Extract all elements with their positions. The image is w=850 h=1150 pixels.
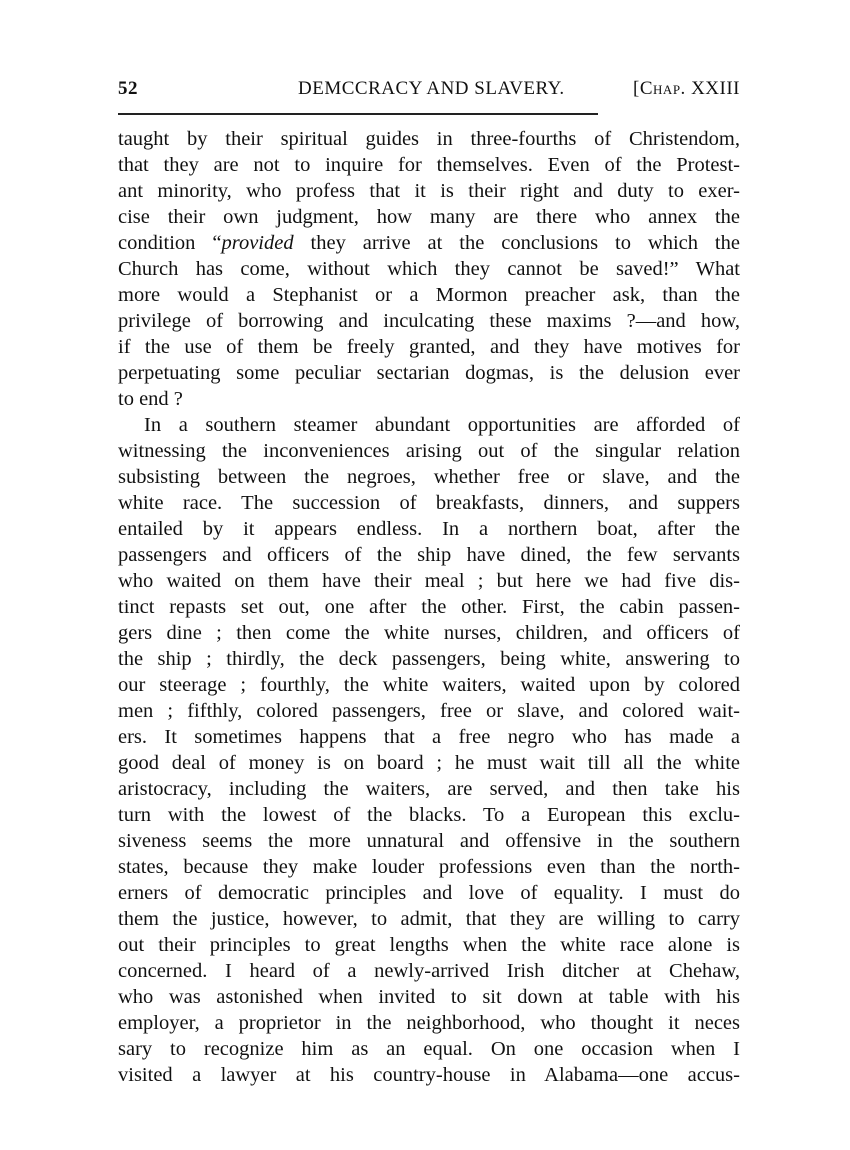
text-segment: condition “ — [118, 232, 222, 254]
text-line: who waited on them have their meal ; but here we had five dis- — [118, 570, 740, 592]
text-line: cise their own judgment, how many are there who annex the — [118, 206, 740, 228]
text-line: concerned. I heard of a newly-arrived Irish ditcher at Chehaw, — [118, 960, 740, 982]
running-header — [118, 78, 740, 108]
text-line: employer, a proprietor in the neighborhood, who thought it neces — [118, 1012, 740, 1034]
text-line: who was astonished when invited to sit down at table with his — [118, 986, 740, 1008]
text-line: entailed by it appears endless. In a northern boat, after the — [118, 518, 740, 540]
text-line: privilege of borrowing and inculcating these maxims ?—and how, — [118, 310, 740, 332]
chapter-reference — [633, 78, 740, 100]
text-line: witnessing the inconveniences arising out of the singular relation — [118, 440, 740, 462]
text-segment: they arrive at the conclusions to which the — [293, 232, 740, 254]
text-line: men ; fifthly, colored passengers, free or slave, and colored wait- — [118, 700, 740, 722]
text-line: passengers and officers of the ship have dined, the few servants — [118, 544, 740, 566]
chapter-prefix: [C — [633, 78, 654, 99]
text-line: ant minority, who profess that it is their right and duty to exer- — [118, 180, 740, 202]
text-line: subsisting between the negroes, whether free or slave, and the — [118, 466, 740, 488]
text-line: out their principles to great lengths when the white race alone is — [118, 934, 740, 956]
chapter-label: hap. — [653, 78, 686, 99]
text-line: gers dine ; then come the white nurses, children, and officers of — [118, 622, 740, 644]
text-line: In a southern steamer abundant opportunities are afforded of — [144, 414, 740, 436]
text-line: perpetuating some peculiar sectarian dogmas, is the delusion ever — [118, 362, 740, 384]
text-line: white race. The succession of breakfasts, dinners, and suppers — [118, 492, 740, 514]
text-line: siveness seems the more unnatural and offensive in the southern — [118, 830, 740, 852]
text-line: them the justice, however, to admit, that they are willing to carry — [118, 908, 740, 930]
text-line: more would a Stephanist or a Mormon preacher ask, than the — [118, 284, 740, 306]
text-line — [118, 230, 740, 256]
text-line: taught by their spiritual guides in three-fourths of Christendom, — [118, 128, 740, 150]
text-line: Church has come, without which they cannot be saved!” What — [118, 258, 740, 280]
header-rule — [118, 113, 598, 115]
text-line: ers. It sometimes happens that a free negro who has made a — [118, 726, 740, 748]
text-line: turn with the lowest of the blacks. To a European this exclu- — [118, 804, 740, 826]
text-line: good deal of money is on board ; he must wait till all the white — [118, 752, 740, 774]
paragraph-1 — [118, 126, 740, 412]
running-title: DEMCCRACY AND SLAVERY. — [298, 78, 565, 99]
paragraph-2 — [118, 412, 740, 1088]
italic-word: provided — [221, 232, 294, 254]
chapter-number: XXIII — [685, 78, 740, 99]
text-line: sary to recognize him as an equal. On one occasion when I — [118, 1038, 740, 1060]
text-line: visited a lawyer at his country-house in Alabama—one accus- — [118, 1064, 740, 1086]
text-line: to end ? — [118, 388, 183, 410]
text-line: that they are not to inquire for themselves. Even of the Protest- — [118, 154, 740, 176]
text-line: states, because they make louder professions even than the north- — [118, 856, 740, 878]
page-number: 52 — [118, 78, 138, 99]
text-line: if the use of them be freely granted, and they have motives for — [118, 336, 740, 358]
text-line: our steerage ; fourthly, the white waiters, waited upon by colored — [118, 674, 740, 696]
text-line: erners of democratic principles and love of equality. I must do — [118, 882, 740, 904]
text-line: the ship ; thirdly, the deck passengers, being white, answering to — [118, 648, 740, 670]
page-body — [118, 126, 740, 1088]
text-line: aristocracy, including the waiters, are served, and then take his — [118, 778, 740, 800]
text-line: tinct repasts set out, one after the other. First, the cabin passen- — [118, 596, 740, 618]
